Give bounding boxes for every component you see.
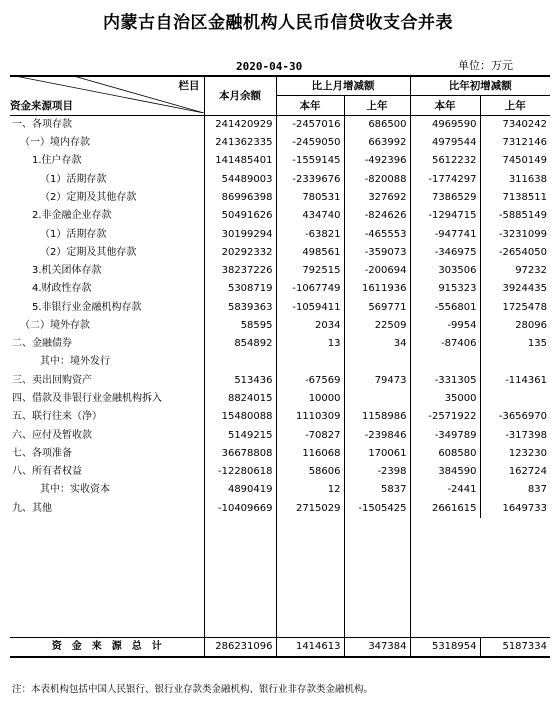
cell-value: 327692 (344, 189, 410, 207)
table-row (10, 134, 550, 152)
header-balance: 本月余额 (204, 76, 276, 116)
cell-value: 86996398 (204, 189, 276, 207)
table-row (10, 317, 550, 335)
header-vs-last-month: 比上月增减额 (276, 76, 410, 96)
header-vs-year-start: 比年初增减额 (410, 76, 550, 96)
row-label: （2）定期及其他存款 (10, 244, 204, 262)
cell-value (276, 353, 344, 371)
cell-value: -239846 (344, 426, 410, 444)
cell-value: -556801 (410, 299, 480, 317)
cell-value: -3231099 (498, 228, 547, 240)
cell-value: 97232 (515, 265, 547, 277)
cell-value: 1110309 (276, 408, 344, 426)
cell-value: 569771 (344, 299, 410, 317)
table-row (10, 426, 550, 444)
cell-value: 686500 (344, 116, 410, 134)
cell-value: 5308719 (204, 280, 276, 298)
cell-value (204, 353, 276, 371)
row-label: （1）活期存款 (10, 171, 204, 189)
table-row (10, 262, 550, 280)
row-label: （2）定期及其他存款 (10, 189, 204, 207)
cell-value: 2034 (276, 317, 344, 335)
cell-value: -1294715 (410, 207, 480, 225)
unit-label: 单位：万元 (458, 59, 513, 72)
cell-value: 3924435 (502, 283, 547, 295)
cell-value: 241362335 (204, 134, 276, 152)
cell-value: 303506 (410, 262, 480, 280)
report-date: 2020-04-30 (236, 60, 303, 73)
cell-value: -2441 (410, 481, 480, 499)
cell-value: -346975 (410, 244, 480, 262)
table-row (10, 463, 550, 481)
cell-value: -70827 (276, 426, 344, 444)
cell-value: 241420929 (204, 116, 276, 134)
cell-value: 34 (344, 335, 410, 353)
table-row (10, 171, 550, 189)
table-row (10, 299, 550, 317)
cell-value: 79473 (344, 372, 410, 390)
header-this-year-1: 本年 (276, 96, 344, 116)
cell-value: -331305 (410, 372, 480, 390)
cell-value: 4979544 (410, 134, 480, 152)
header-lanmu-cell: 栏目 (10, 76, 204, 96)
cell-value: 50491626 (204, 207, 276, 225)
row-label: 七、各项准备 (10, 445, 204, 463)
row-label: 八、所有者权益 (10, 463, 204, 481)
row-label: 其中：实收资本 (10, 481, 204, 499)
cell-value: 13 (276, 335, 344, 353)
cell-value: -2654050 (498, 246, 547, 258)
cell-value: 15480088 (204, 408, 276, 426)
total-value: 286231096 (204, 637, 276, 657)
cell-value: -200694 (344, 262, 410, 280)
cell-value: 513436 (204, 372, 276, 390)
cell-value: 915323 (410, 280, 480, 298)
row-label: 1.住户存款 (10, 152, 204, 170)
cell-value (410, 353, 480, 371)
cell-value: 10000 (276, 390, 344, 408)
table-row (10, 353, 550, 371)
cell-value: -87406 (410, 335, 480, 353)
total-value: 5318954 (410, 637, 480, 657)
cell-value: 7450149 (502, 155, 547, 167)
cell-value: 30199294 (204, 225, 276, 243)
cell-value: 498561 (276, 244, 344, 262)
row-label: （二）境外存款 (10, 317, 204, 335)
cell-value: 608580 (410, 445, 480, 463)
row-label: 5.非银行业金融机构存款 (10, 299, 204, 317)
cell-value: -2459050 (276, 134, 344, 152)
cell-value: 135 (527, 338, 547, 350)
cell-value: -349789 (410, 426, 480, 444)
cell-value: 162724 (508, 466, 547, 478)
cell-value: -492396 (344, 152, 410, 170)
cell-value: 434740 (276, 207, 344, 225)
cell-value: 1649733 (502, 502, 547, 514)
table-row (10, 500, 550, 518)
cell-value: 5612232 (410, 152, 480, 170)
cell-value: 7138511 (502, 191, 547, 203)
total-value: 5187334 (480, 637, 550, 657)
cell-value: 54489003 (204, 171, 276, 189)
cell-value: 28096 (515, 319, 547, 331)
cell-value: 1725478 (502, 301, 547, 313)
row-label: 2.非金融企业存款 (10, 207, 204, 225)
cell-value: 20292332 (204, 244, 276, 262)
cell-value: -1774297 (410, 171, 480, 189)
cell-value: 2715029 (276, 500, 344, 518)
row-label: 三、卖出回购资产 (10, 372, 204, 390)
total-value: 347384 (344, 637, 410, 657)
cell-value: 384590 (410, 463, 480, 481)
cell-value: -2339676 (276, 171, 344, 189)
table-row (10, 372, 550, 390)
table-row (10, 207, 550, 225)
row-label: 其中：境外发行 (10, 353, 204, 371)
header-item: 资金来源项目 (10, 96, 204, 116)
row-label: 四、借款及非银行业金融机构拆入 (10, 390, 204, 408)
cell-value: -2457016 (276, 116, 344, 134)
row-label: 3.机关团体存款 (10, 262, 204, 280)
cell-value: 35000 (410, 390, 480, 408)
table-row (10, 335, 550, 353)
cell-value: -63821 (276, 225, 344, 243)
cell-value: 116068 (276, 445, 344, 463)
cell-value: 5839363 (204, 299, 276, 317)
cell-value: 12 (276, 481, 344, 499)
cell-value: 8824015 (204, 390, 276, 408)
cell-value: 38237226 (204, 262, 276, 280)
row-label: 六、应付及暂收款 (10, 426, 204, 444)
header-last-year-2: 上年 (480, 96, 550, 116)
cell-value: -114361 (505, 374, 547, 386)
row-label: 一、各项存款 (10, 116, 204, 134)
cell-value: 5149215 (204, 426, 276, 444)
total-row (10, 637, 550, 657)
cell-value: -824626 (344, 207, 410, 225)
total-label: 资 金 来 源 总 计 (10, 637, 204, 657)
cell-value: 4890419 (204, 481, 276, 499)
cell-value: -10409669 (204, 500, 276, 518)
page-title: 内蒙古自治区金融机构人民币信贷收支合并表 (103, 13, 453, 33)
table-row (10, 390, 550, 408)
table-row (10, 481, 550, 499)
cell-value: -359073 (344, 244, 410, 262)
table-row (10, 244, 550, 262)
table-row (10, 152, 550, 170)
cell-value: 792515 (276, 262, 344, 280)
cell-value: 7340242 (502, 119, 547, 131)
cell-value: 123230 (508, 447, 547, 459)
cell-value: 663992 (344, 134, 410, 152)
cell-value: -2571922 (410, 408, 480, 426)
cell-value: -3656970 (498, 411, 547, 423)
cell-value: -5885149 (498, 210, 547, 222)
table-row (10, 225, 550, 243)
cell-value: -1505425 (344, 500, 410, 518)
cell-value: -2398 (344, 463, 410, 481)
row-label: 五、联行往来（净） (10, 408, 204, 426)
cell-value (480, 353, 550, 371)
row-label: 二、金融债券 (10, 335, 204, 353)
header-last-year-1: 上年 (344, 96, 410, 116)
cell-value: 7312146 (502, 137, 547, 149)
cell-value: 311638 (508, 173, 547, 185)
cell-value: 141485401 (204, 152, 276, 170)
cell-value: 2661615 (410, 500, 480, 518)
cell-value: -465553 (344, 225, 410, 243)
cell-value: 58595 (204, 317, 276, 335)
cell-value: 7386529 (410, 189, 480, 207)
row-label: （一）境内存款 (10, 134, 204, 152)
cell-value: -820088 (344, 171, 410, 189)
cell-value: -317398 (505, 429, 547, 441)
cell-value: 780531 (276, 189, 344, 207)
cell-value: 837 (527, 484, 547, 496)
cell-value: 1611936 (344, 280, 410, 298)
row-label: 4.财政性存款 (10, 280, 204, 298)
cell-value: 5837 (344, 481, 410, 499)
cell-value: 4969590 (410, 116, 480, 134)
table-row (10, 189, 550, 207)
table-row (10, 280, 550, 298)
cell-value (480, 390, 550, 408)
footnote: 注：本表机构包括中国人民银行、银行业存款类金融机构、银行业非存款类金融机构。 (12, 684, 374, 695)
cell-value: -1067749 (276, 280, 344, 298)
total-value: 1414613 (276, 637, 344, 657)
cell-value: 58606 (276, 463, 344, 481)
table-row (10, 445, 550, 463)
cell-value (344, 353, 410, 371)
cell-value: 1158986 (344, 408, 410, 426)
cell-value: 170061 (344, 445, 410, 463)
cell-value: -1559145 (276, 152, 344, 170)
row-label: （1）活期存款 (10, 225, 204, 243)
cell-value: -12280618 (204, 463, 276, 481)
table-row (10, 116, 550, 134)
cell-value: 22509 (344, 317, 410, 335)
header-this-year-2: 本年 (410, 96, 480, 116)
spacer-row (10, 518, 550, 637)
credit-table (10, 75, 550, 658)
cell-value: -1059411 (276, 299, 344, 317)
row-label: 九、其他 (10, 500, 204, 518)
cell-value: 36678808 (204, 445, 276, 463)
cell-value: -947741 (410, 225, 480, 243)
cell-value: -9954 (410, 317, 480, 335)
cell-value: -67569 (276, 372, 344, 390)
cell-value: 854892 (204, 335, 276, 353)
cell-value (344, 390, 410, 408)
table-row (10, 408, 550, 426)
